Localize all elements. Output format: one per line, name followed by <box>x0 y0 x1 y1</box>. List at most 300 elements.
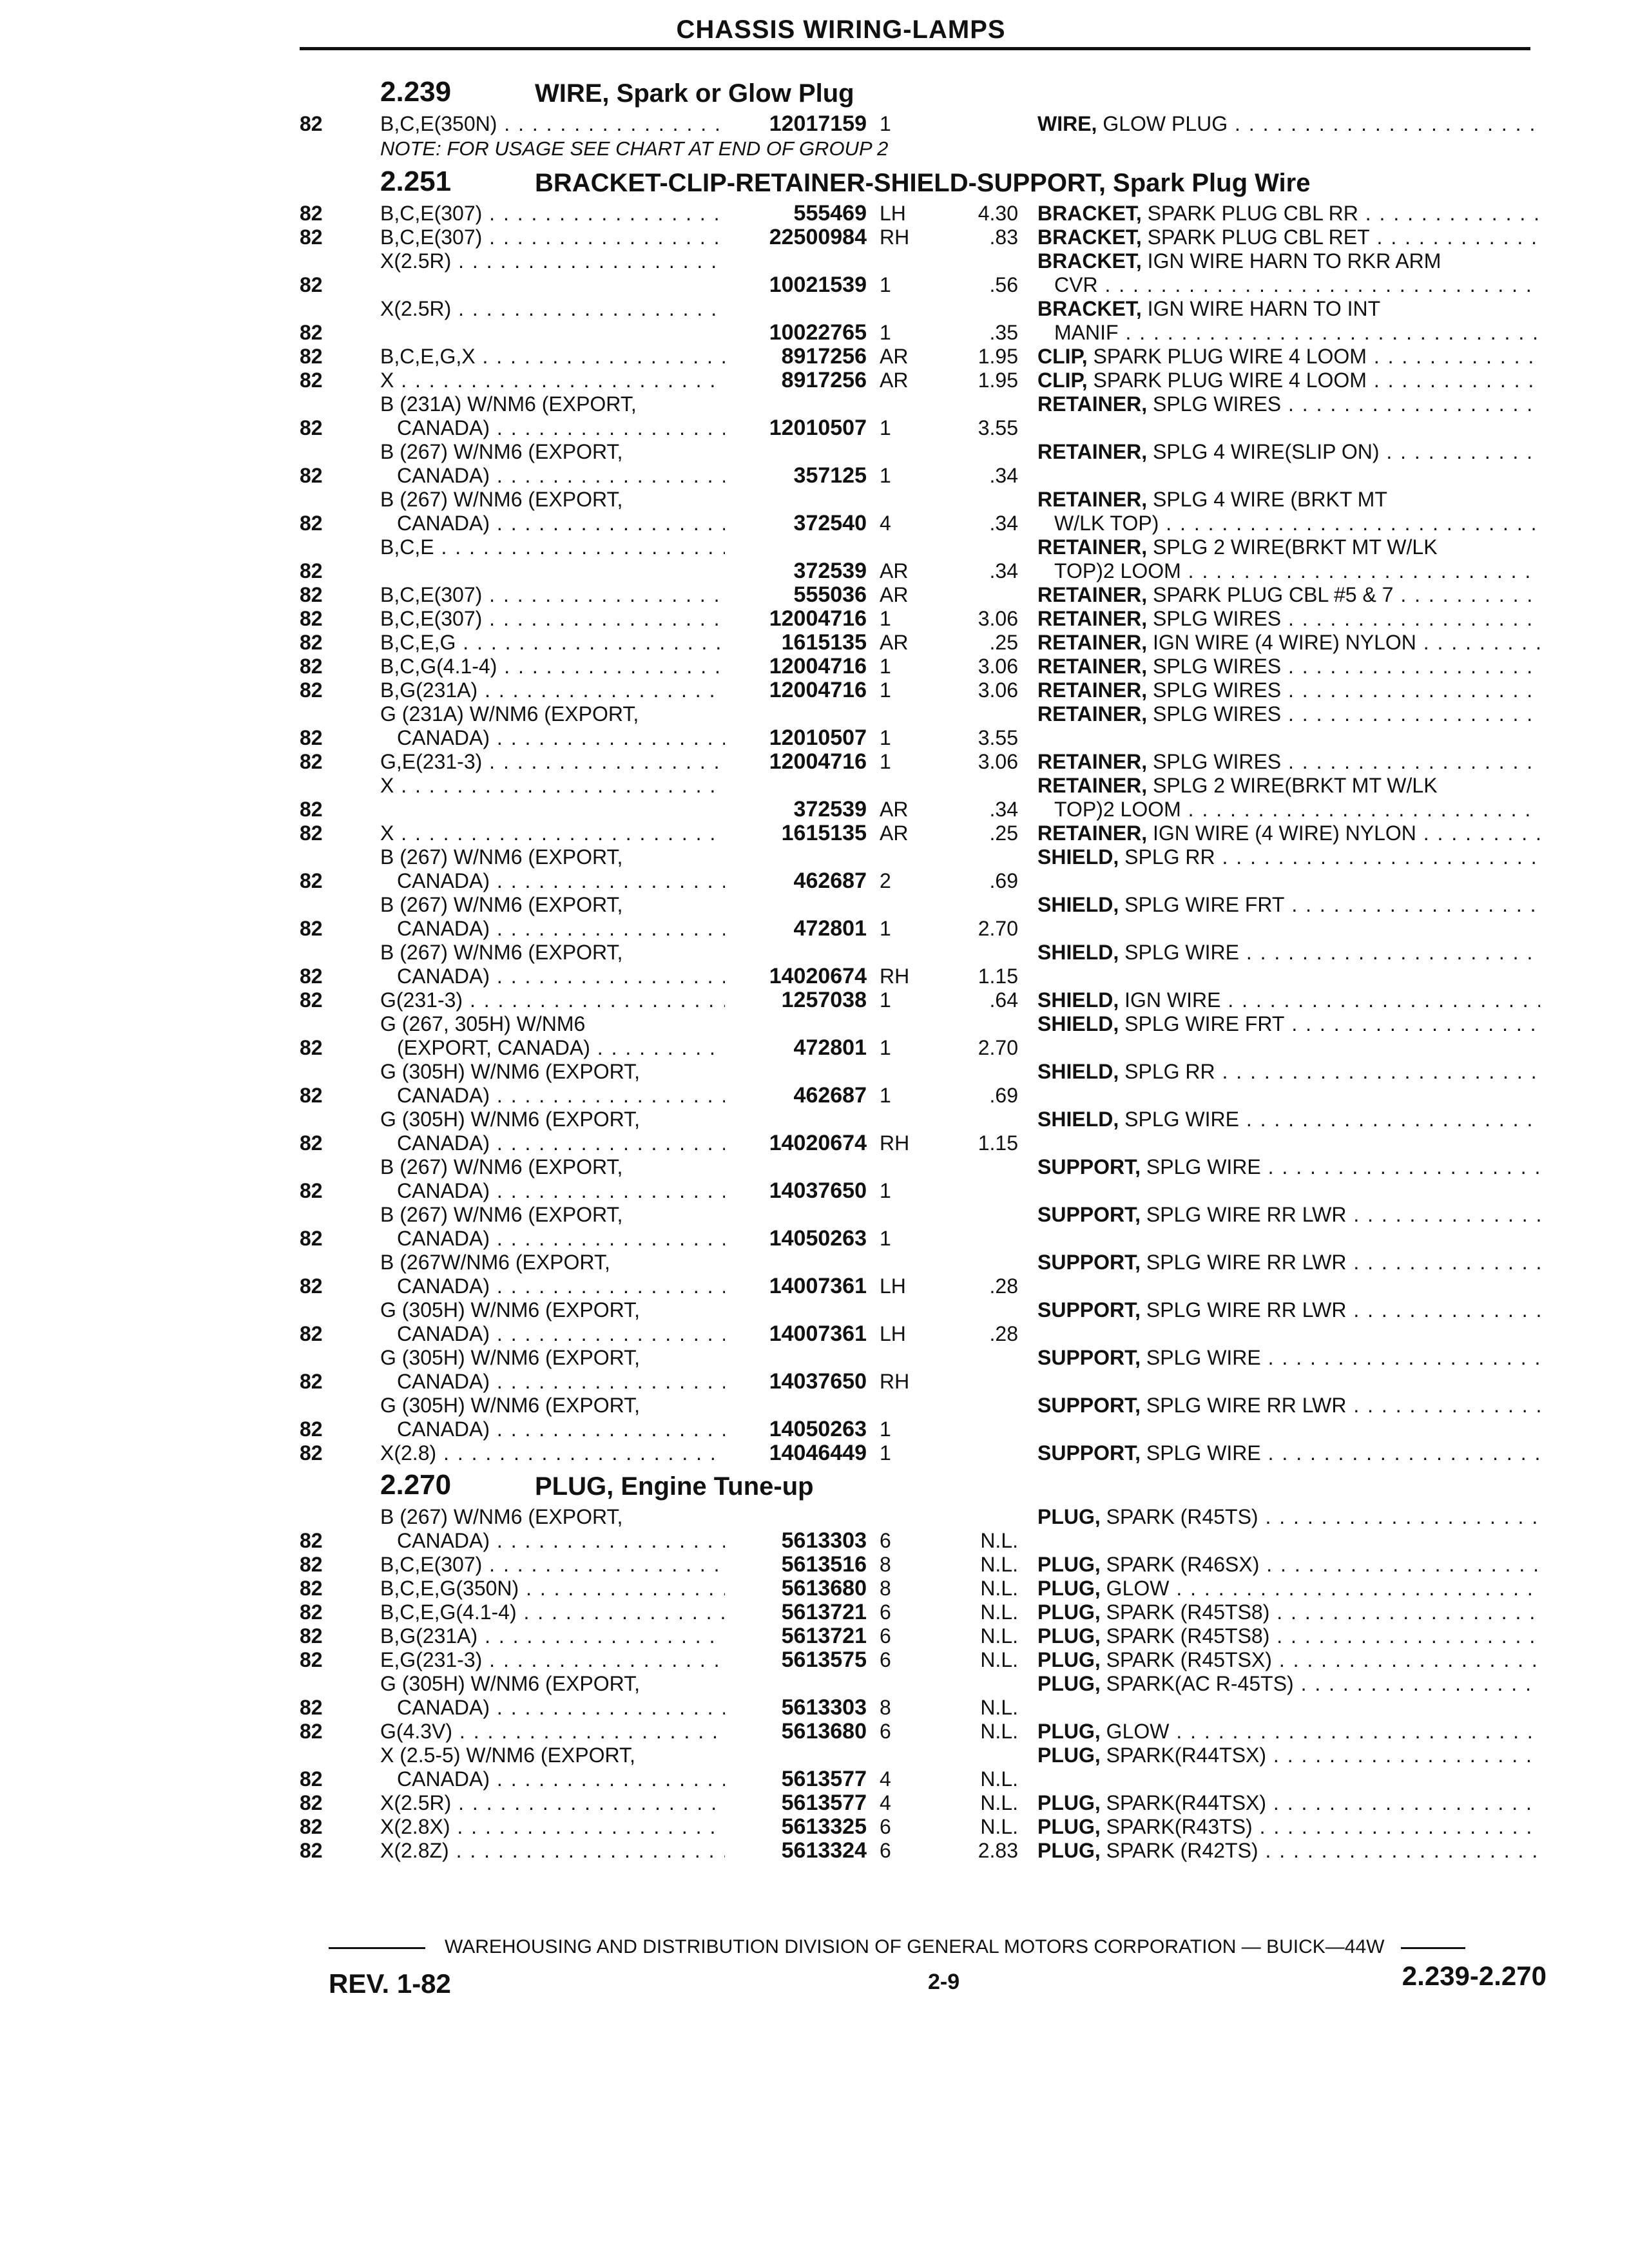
usage-cell <box>380 774 725 798</box>
usage-line <box>380 369 725 392</box>
usage-cell <box>380 1012 725 1060</box>
part-number: 12010507 <box>769 726 867 750</box>
price: 1.15 <box>978 965 1018 988</box>
item-type: BRACKET, <box>1037 249 1142 273</box>
usage-text: CANADA) <box>397 917 490 940</box>
description-cell <box>1037 678 1540 702</box>
usage-cell <box>380 392 725 440</box>
usage-cell <box>380 988 725 1012</box>
usage-text: CANADA) <box>397 1084 490 1107</box>
model-year: 82 <box>300 1274 323 1298</box>
description-text: SPLG WIRE RR LWR <box>1146 1203 1347 1226</box>
price: .64 <box>989 988 1018 1012</box>
price: N.L. <box>980 1529 1018 1552</box>
usage-cell <box>380 1577 725 1600</box>
item-type: PLUG, <box>1037 1600 1101 1624</box>
description-line <box>1037 249 1540 273</box>
model-year: 82 <box>300 1791 323 1814</box>
description-line <box>1037 226 1540 249</box>
usage-line <box>380 1084 725 1108</box>
usage-line <box>380 750 725 774</box>
price: N.L. <box>980 1720 1018 1743</box>
usage-line <box>380 1648 725 1672</box>
table-row <box>296 1624 1559 1648</box>
description-line <box>1037 392 1540 416</box>
item-type: RETAINER, <box>1037 607 1148 630</box>
part-number: 1257038 <box>781 988 867 1012</box>
description-line <box>1037 798 1540 822</box>
quantity: 1 <box>880 750 891 773</box>
item-type: SUPPORT, <box>1037 1155 1141 1178</box>
description-cell <box>1037 1155 1540 1179</box>
usage-cell <box>380 1672 725 1720</box>
usage-text: X <box>380 369 394 392</box>
description-line <box>1037 345 1540 369</box>
usage-line <box>380 1227 725 1251</box>
table-row <box>296 1251 1559 1298</box>
description-cell <box>1037 392 1540 416</box>
description-cell <box>1037 1815 1540 1839</box>
item-type: RETAINER, <box>1037 678 1148 702</box>
usage-line <box>380 941 725 965</box>
model-year: 82 <box>300 1577 323 1600</box>
usage-text: B (267) W/NM6 (EXPORT, <box>380 893 623 916</box>
price: .69 <box>989 1084 1018 1107</box>
price: .34 <box>989 512 1018 535</box>
usage-line <box>380 869 725 893</box>
description-text: SPLG WIRE FRT <box>1124 893 1285 916</box>
model-year: 82 <box>300 321 323 344</box>
description-text: GLOW PLUG <box>1103 112 1228 135</box>
quantity: 8 <box>880 1696 891 1719</box>
model-year: 82 <box>300 273 323 296</box>
part-number: 14050263 <box>769 1226 867 1251</box>
price: 1.95 <box>978 369 1018 392</box>
model-year: 82 <box>300 1529 323 1552</box>
usage-text: B,C,E,G <box>380 631 456 654</box>
usage-line <box>380 702 725 726</box>
description-text: SPLG RR <box>1124 1060 1215 1083</box>
description-cell <box>1037 988 1540 1012</box>
price: .34 <box>989 559 1018 582</box>
usage-line <box>380 1767 725 1791</box>
model-year: 82 <box>300 1767 323 1791</box>
model-year: 82 <box>300 1553 323 1576</box>
table-row <box>296 1791 1559 1815</box>
usage-text: X(2.5R) <box>380 1791 452 1814</box>
description-line <box>1037 941 1540 965</box>
item-type: PLUG, <box>1037 1720 1101 1743</box>
usage-text: X(2.8X) <box>380 1815 450 1838</box>
part-number: 372539 <box>793 797 867 822</box>
usage-text: B,C,E(307) <box>380 202 483 225</box>
model-year: 82 <box>300 202 323 225</box>
usage-text: G (267, 305H) W/NM6 <box>380 1012 586 1035</box>
part-number: 372540 <box>793 511 867 535</box>
description-text: IGN WIRE (4 WIRE) NYLON <box>1152 822 1416 845</box>
usage-line <box>380 1529 725 1553</box>
usage-text: G (305H) W/NM6 (EXPORT, <box>380 1346 641 1369</box>
description-text: TOP)2 LOOM <box>1054 559 1181 582</box>
quantity: RH <box>880 965 910 988</box>
price: 1.95 <box>978 345 1018 368</box>
quantity: 8 <box>880 1577 891 1600</box>
description-text: SPLG WIRES <box>1152 702 1282 726</box>
table-row <box>296 1553 1559 1577</box>
model-year: 82 <box>300 369 323 392</box>
usage-text: X(2.5R) <box>380 297 452 320</box>
usage-text: B,G(231A) <box>380 1624 478 1648</box>
item-type: RETAINER, <box>1037 631 1148 654</box>
description-cell <box>1037 1505 1540 1529</box>
price: N.L. <box>980 1791 1018 1814</box>
description-line <box>1037 678 1540 702</box>
quantity: 6 <box>880 1529 891 1552</box>
usage-cell <box>380 297 725 321</box>
usage-cell <box>380 893 725 941</box>
item-type: PLUG, <box>1037 1839 1101 1862</box>
description-cell <box>1037 631 1540 655</box>
table-row <box>296 941 1559 988</box>
usage-text: CANADA) <box>397 1529 490 1552</box>
part-number: 14007361 <box>769 1274 867 1298</box>
usage-text: CANADA) <box>397 1767 490 1791</box>
quantity: RH <box>880 1370 910 1393</box>
description-text: IGN WIRE <box>1124 988 1221 1012</box>
description-cell <box>1037 1744 1540 1767</box>
price: .69 <box>989 869 1018 892</box>
quantity: 1 <box>880 112 891 135</box>
model-year: 82 <box>300 226 323 249</box>
table-row <box>296 1815 1559 1839</box>
price: 3.06 <box>978 678 1018 702</box>
part-number: 555469 <box>793 201 867 226</box>
description-cell <box>1037 655 1540 678</box>
model-year: 82 <box>300 678 323 702</box>
usage-cell <box>380 440 725 488</box>
usage-text: CANADA) <box>397 1370 490 1393</box>
usage-line <box>380 1251 725 1274</box>
model-year: 82 <box>300 1648 323 1671</box>
usage-line <box>380 726 725 750</box>
quantity: LH <box>880 1322 906 1345</box>
usage-text: B (267) W/NM6 (EXPORT, <box>380 845 623 869</box>
table-row <box>296 702 1559 750</box>
price: .28 <box>989 1322 1018 1345</box>
usage-line <box>380 1418 725 1441</box>
usage-line <box>380 893 725 917</box>
description-cell <box>1037 1251 1540 1274</box>
revision-label: REV. 1-82 <box>329 1968 451 1999</box>
item-type: SHIELD, <box>1037 845 1119 869</box>
usage-line <box>380 822 725 845</box>
table-row <box>296 1839 1559 1863</box>
item-type: PLUG, <box>1037 1791 1101 1814</box>
quantity: 1 <box>880 1036 891 1059</box>
description-cell <box>1037 750 1540 774</box>
usage-line <box>380 1036 725 1060</box>
description-cell <box>1037 1839 1540 1863</box>
model-year: 82 <box>300 512 323 535</box>
quantity: LH <box>880 202 906 225</box>
usage-line <box>380 845 725 869</box>
part-number: 10022765 <box>769 320 867 345</box>
item-type: PLUG, <box>1037 1672 1101 1695</box>
part-number: 14007361 <box>769 1321 867 1346</box>
model-year: 82 <box>300 1624 323 1648</box>
part-number: 14020674 <box>769 964 867 988</box>
quantity: 2 <box>880 869 891 892</box>
description-line <box>1037 512 1540 535</box>
usage-cell <box>380 1744 725 1791</box>
quantity: 6 <box>880 1815 891 1838</box>
description-cell <box>1037 249 1540 297</box>
description-cell <box>1037 202 1540 226</box>
usage-line <box>380 678 725 702</box>
usage-cell <box>380 1155 725 1203</box>
part-number: 14020674 <box>769 1131 867 1155</box>
model-year: 82 <box>300 726 323 749</box>
quantity: 6 <box>880 1720 891 1743</box>
description-line <box>1037 1648 1540 1672</box>
table-row <box>296 1441 1559 1465</box>
model-year: 82 <box>300 869 323 892</box>
part-number: 14037650 <box>769 1178 867 1203</box>
item-type: SUPPORT, <box>1037 1251 1141 1274</box>
description-text: SPLG RR <box>1124 845 1215 869</box>
part-number: 472801 <box>793 1035 867 1060</box>
usage-text: B,G(231A) <box>380 678 478 702</box>
usage-cell <box>380 1815 725 1839</box>
usage-line <box>380 965 725 988</box>
description-line <box>1037 607 1540 631</box>
table-row <box>296 1108 1559 1155</box>
usage-line <box>380 226 725 249</box>
description-line <box>1037 112 1540 136</box>
section-title <box>296 1465 1559 1505</box>
description-cell <box>1037 369 1540 392</box>
description-line <box>1037 583 1540 607</box>
model-year: 82 <box>300 416 323 439</box>
description-cell <box>1037 1624 1540 1648</box>
usage-cell <box>380 1394 725 1441</box>
usage-text: B (267) W/NM6 (EXPORT, <box>380 1155 623 1178</box>
description-text: SPARK PLUG CBL RR <box>1147 202 1358 225</box>
usage-cell <box>380 1298 725 1346</box>
usage-text: X(2.5R) <box>380 249 452 273</box>
part-number: 555036 <box>793 582 867 607</box>
usage-text: B (267W/NM6 (EXPORT, <box>380 1251 610 1274</box>
price: 2.70 <box>978 1036 1018 1059</box>
model-year: 82 <box>300 1227 323 1250</box>
usage-cell <box>380 1624 725 1648</box>
description-line <box>1037 369 1540 392</box>
description-cell <box>1037 1672 1540 1696</box>
item-type: SUPPORT, <box>1037 1346 1141 1369</box>
usage-line <box>380 917 725 941</box>
part-number: 357125 <box>793 463 867 488</box>
quantity: RH <box>880 226 910 249</box>
description-line <box>1037 1203 1540 1227</box>
item-type: BRACKET, <box>1037 297 1142 320</box>
description-line <box>1037 1346 1540 1370</box>
description-cell <box>1037 583 1540 607</box>
part-number: 5613303 <box>781 1695 867 1720</box>
part-number: 5613721 <box>781 1624 867 1648</box>
footer-corporation <box>329 1936 1547 1958</box>
model-year: 82 <box>300 345 323 368</box>
footer-rule-left <box>329 1947 425 1949</box>
usage-line <box>380 1012 725 1036</box>
item-type: PLUG, <box>1037 1553 1101 1576</box>
usage-text: B (267) W/NM6 (EXPORT, <box>380 440 623 463</box>
model-year: 82 <box>300 1322 323 1345</box>
description-line <box>1037 297 1540 321</box>
usage-line <box>380 1553 725 1577</box>
table-row <box>296 583 1559 607</box>
usage-line <box>380 1577 725 1600</box>
description-text: SPLG 4 WIRE (BRKT MT <box>1152 488 1387 511</box>
description-line <box>1037 1600 1540 1624</box>
description-text: IGN WIRE HARN TO RKR ARM <box>1147 249 1441 273</box>
quantity: 1 <box>880 726 891 749</box>
quantity: 1 <box>880 464 891 487</box>
usage-line <box>380 1624 725 1648</box>
quantity: 1 <box>880 1441 891 1465</box>
item-type: RETAINER, <box>1037 702 1148 726</box>
item-type: SUPPORT, <box>1037 1203 1141 1226</box>
price: N.L. <box>980 1767 1018 1791</box>
description-text: SPLG WIRES <box>1152 678 1282 702</box>
description-cell <box>1037 774 1540 822</box>
usage-text: CANADA) <box>397 869 490 892</box>
usage-line <box>380 988 725 1012</box>
usage-line <box>380 1370 725 1394</box>
description-text: SPLG WIRES <box>1152 750 1282 773</box>
usage-text: B,C,E,G(4.1-4) <box>380 1600 517 1624</box>
description-text: SPARK (R45TSX) <box>1106 1648 1272 1671</box>
part-number: 5613577 <box>781 1791 867 1815</box>
section-name: WIRE, Spark or Glow Plug <box>535 79 854 108</box>
model-year: 82 <box>300 1600 323 1624</box>
table-row <box>296 1505 1559 1553</box>
item-type: SHIELD, <box>1037 1108 1119 1131</box>
part-number: 1615135 <box>781 821 867 845</box>
description-cell <box>1037 607 1540 631</box>
table-row <box>296 297 1559 345</box>
description-cell <box>1037 822 1540 845</box>
usage-line <box>380 440 725 464</box>
description-cell <box>1037 1648 1540 1672</box>
quantity: 1 <box>880 655 891 678</box>
usage-line <box>380 1505 725 1529</box>
description-line <box>1037 1394 1540 1418</box>
description-line <box>1037 845 1540 869</box>
price: 3.06 <box>978 750 1018 773</box>
usage-cell <box>380 1720 725 1744</box>
item-type: PLUG, <box>1037 1744 1101 1767</box>
item-type: PLUG, <box>1037 1624 1101 1648</box>
usage-cell <box>380 822 725 845</box>
price: .34 <box>989 464 1018 487</box>
price: .25 <box>989 822 1018 845</box>
description-line <box>1037 988 1540 1012</box>
usage-text: B,C,E(350N) <box>380 112 497 135</box>
part-number: 5613577 <box>781 1767 867 1791</box>
usage-text: B (267) W/NM6 (EXPORT, <box>380 1203 623 1226</box>
quantity: AR <box>880 822 909 845</box>
item-type: SHIELD, <box>1037 941 1119 964</box>
table-row <box>296 1060 1559 1108</box>
usage-line <box>380 1131 725 1155</box>
usage-cell <box>380 1553 725 1577</box>
usage-cell <box>380 655 725 678</box>
description-text: SPARK(R43TS) <box>1106 1815 1253 1838</box>
model-year: 82 <box>300 655 323 678</box>
description-cell <box>1037 1346 1540 1370</box>
usage-text: G (305H) W/NM6 (EXPORT, <box>380 1672 641 1695</box>
usage-line <box>380 416 725 440</box>
table-row <box>296 988 1559 1012</box>
model-year: 82 <box>300 583 323 606</box>
item-type: CLIP, <box>1037 369 1088 392</box>
part-number: 5613325 <box>781 1814 867 1839</box>
usage-cell <box>380 1839 725 1863</box>
usage-text: X <box>380 774 394 797</box>
description-text: SPLG WIRE <box>1146 1441 1261 1465</box>
part-number: 5613516 <box>781 1552 867 1577</box>
quantity: 1 <box>880 321 891 344</box>
price: 4.30 <box>978 202 1018 225</box>
description-cell <box>1037 941 1540 965</box>
table-row <box>296 1394 1559 1441</box>
table-row <box>296 1648 1559 1672</box>
usage-cell <box>380 202 725 226</box>
quantity: 1 <box>880 1418 891 1441</box>
usage-line <box>380 1155 725 1179</box>
table-row <box>296 822 1559 845</box>
description-cell <box>1037 1553 1540 1577</box>
usage-text: CANADA) <box>397 1696 490 1719</box>
usage-line <box>380 1322 725 1346</box>
model-year: 82 <box>300 917 323 940</box>
description-cell <box>1037 297 1540 345</box>
model-year: 82 <box>300 1839 323 1862</box>
item-type: SHIELD, <box>1037 1012 1119 1035</box>
description-line <box>1037 273 1540 297</box>
quantity: AR <box>880 798 909 821</box>
usage-line <box>380 297 725 321</box>
part-number: 5613324 <box>781 1838 867 1863</box>
description-text: IGN WIRE HARN TO INT <box>1147 297 1381 320</box>
item-type: WIRE, <box>1037 112 1097 135</box>
model-year: 82 <box>300 559 323 582</box>
usage-line <box>380 1274 725 1298</box>
quantity: 6 <box>880 1600 891 1624</box>
usage-cell <box>380 583 725 607</box>
description-cell <box>1037 702 1540 726</box>
usage-text: B (267) W/NM6 (EXPORT, <box>380 1505 623 1528</box>
section-number: 2.270 <box>380 1469 452 1501</box>
item-type: RETAINER, <box>1037 822 1148 845</box>
footer-rule-right <box>1401 1947 1465 1949</box>
description-text: SPARK PLUG WIRE 4 LOOM <box>1093 369 1367 392</box>
item-type: RETAINER, <box>1037 774 1148 797</box>
item-type: SUPPORT, <box>1037 1298 1141 1321</box>
usage-line <box>380 1720 725 1744</box>
model-year: 82 <box>300 631 323 654</box>
usage-text: B,C,E(307) <box>380 226 483 249</box>
